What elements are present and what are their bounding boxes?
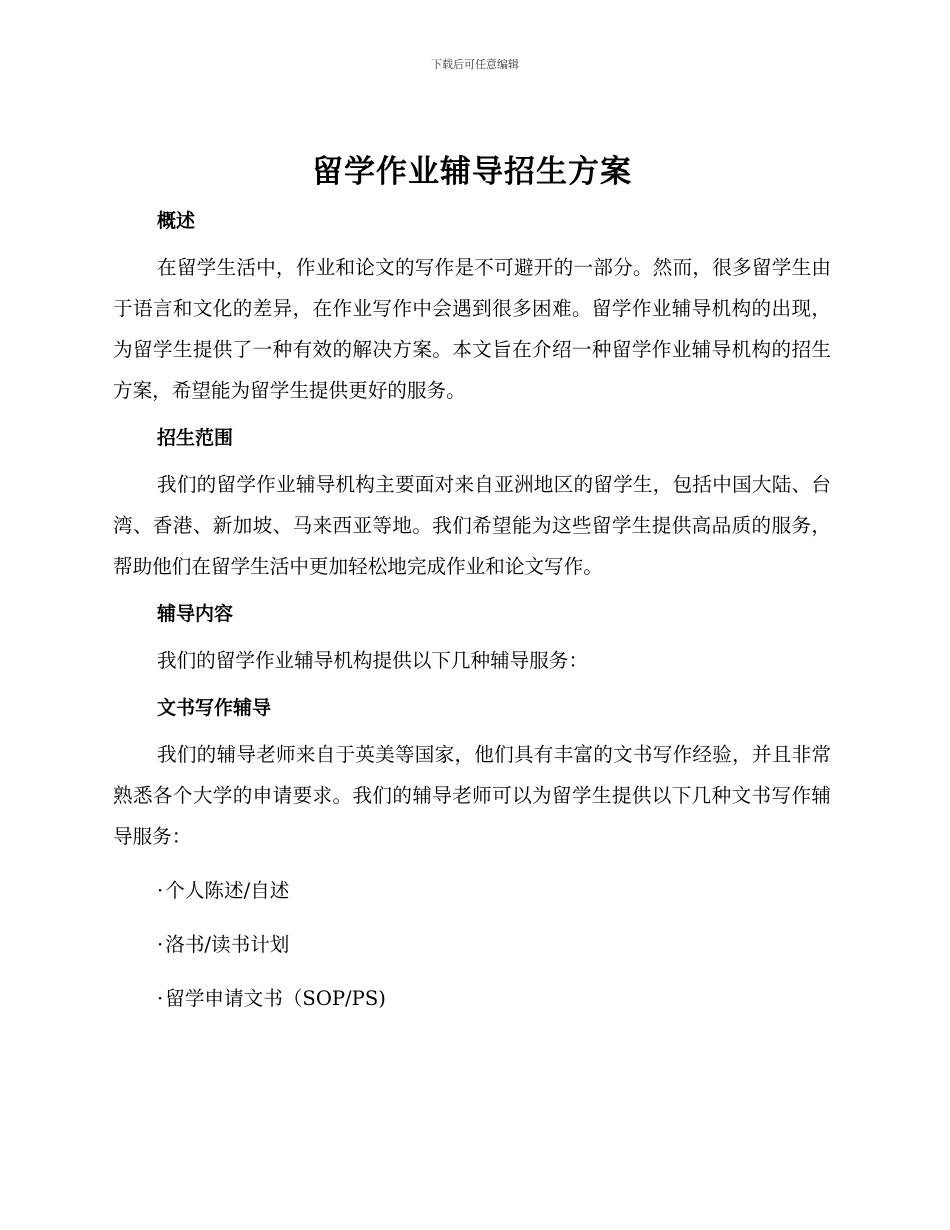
paragraph: 我们的留学作业辅导机构提供以下几种辅导服务： [157, 649, 589, 672]
document-title: 留学作业辅导招生方案 [312, 154, 632, 190]
section-document-writing [113, 695, 831, 1019]
section-heading: 辅导内容 [157, 603, 234, 625]
section-heading: 文书写作辅导 [157, 697, 272, 719]
list-item [113, 978, 831, 1019]
paragraph: 在留学生活中，作业和论文的写作是不可避开的一部分。然而，很多留学生由于语言和文化的差异，在作业写作中会遇到很多困难。留学作业辅导机构的出现，为留学生提供了一种有效的解决方案。本文旨在介绍一种留学作业辅导机构的招生方案，希望能为留学生提供更好的服务。 [113, 256, 831, 402]
bullet-dot: · [157, 933, 164, 956]
list-item-text: 留学申请文书（SOP/PS) [165, 987, 386, 1010]
document-body [113, 150, 831, 1019]
section-overview [113, 208, 831, 411]
section-heading: 招生范围 [157, 427, 234, 449]
list-item [113, 870, 831, 911]
list-item-text: 洛书/读书计划 [165, 933, 290, 956]
paragraph: 我们的留学作业辅导机构主要面对来自亚洲地区的留学生，包括中国大陆、台湾、香港、新加坡、马来西亚等地。我们希望能为这些留学生提供高品质的服务，帮助他们在留学生活中更加轻松地完成作业和论文写作。 [113, 473, 831, 578]
section-heading: 概述 [157, 210, 196, 232]
section-tutoring-content [113, 601, 831, 681]
paragraph: 我们的辅导老师来自于英美等国家，他们具有丰富的文书写作经验，并且非常熟悉各个大学的申请要求。我们的辅导老师可以为留学生提供以下几种文书写作辅导服务： [113, 743, 831, 848]
header-note: 下载后可任意编辑 [431, 58, 519, 71]
list-item-text: 个人陈述/自述 [165, 879, 290, 902]
section-enrollment-scope [113, 425, 831, 587]
bullet-dot: · [157, 987, 164, 1010]
list-item [113, 924, 831, 965]
bullet-dot: · [157, 879, 164, 902]
